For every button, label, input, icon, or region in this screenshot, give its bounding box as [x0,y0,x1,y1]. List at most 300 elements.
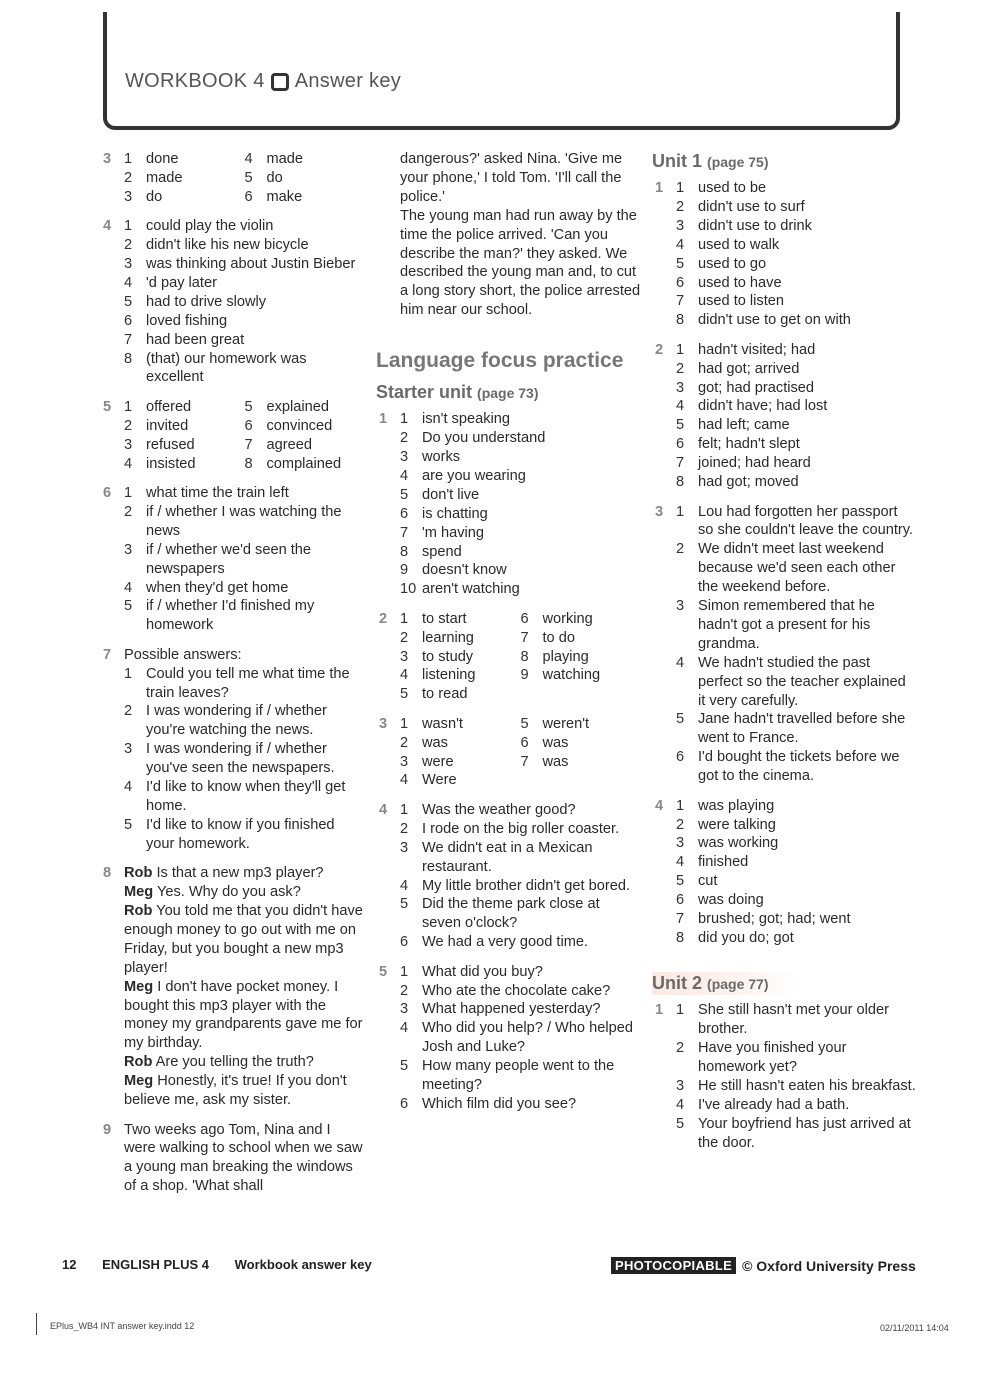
item-text: How many people went to the meeting? [422,1058,615,1094]
item-text: Did the theme park close at seven o'clock? [422,896,600,932]
answer-item [676,710,917,748]
item-text: did you do; got [698,929,794,946]
item-number: 4 [400,467,409,484]
answer-item [400,1019,641,1057]
item-text: agreed [266,436,312,453]
unit-name: Unit 1 [652,151,703,171]
answer-item [245,455,366,474]
item-text: were talking [698,816,776,833]
item-text: insisted [146,455,196,472]
answer-item [400,448,641,467]
answer-item [124,541,365,579]
answer-item [676,217,917,236]
item-number: 3 [676,598,685,615]
item-number: 3 [124,436,133,453]
answer-item [245,188,366,207]
item-text: was doing [698,892,764,909]
item-number: 7 [244,436,253,453]
answer-item [676,198,917,217]
item-number: 1 [676,797,685,814]
item-text: I've already had a bath. [698,1096,850,1113]
item-text: Have you finished your homework yet? [698,1040,847,1076]
item-text: could play the violin [146,218,274,235]
answer-list [400,963,641,1114]
item-number: 7 [400,524,409,541]
exercise-number: 9 [103,1121,112,1138]
item-text: if / whether I was watching the news [146,503,342,539]
item-number: 2 [124,503,133,520]
item-number: 6 [124,312,133,329]
unit-heading-1 [652,150,917,173]
dialogue-line [124,902,365,978]
answer-item [124,255,365,274]
item-text: felt; hadn't slept [698,436,800,453]
item-number: 2 [676,816,685,833]
item-number: 2 [124,703,133,720]
answer-list [676,797,917,948]
item-text: Simon remembered that he hadn't got a present for his grandma. [698,598,875,652]
item-number: 3 [676,1077,685,1094]
answer-item [400,410,641,429]
answer-item [400,580,641,599]
speaker: Meg [124,1073,154,1090]
section-heading: Language focus practice [376,349,624,373]
exercise-number: 4 [655,797,664,814]
item-number: 8 [244,455,253,472]
item-text: were [422,753,454,770]
item-text: was [542,753,569,770]
answer-item [676,454,917,473]
item-text: I was wondering if / whether you've seen the newspapers. [146,741,335,777]
column-3 [652,150,917,1163]
item-text: finished [698,854,749,871]
item-text: isn't speaking [422,411,510,428]
item-text: didn't use to drink [698,217,812,234]
unit-heading-2 [652,972,799,995]
answer-item [400,685,521,704]
answer-item [676,236,917,255]
item-text: to read [422,686,468,703]
answer-item [124,597,365,635]
title-answer-key: Answer key [294,70,402,92]
item-number: 3 [400,753,409,770]
item-text: had to drive slowly [146,293,267,310]
item-number: 4 [400,877,409,894]
item-number: 5 [244,169,253,186]
answer-list [676,179,917,330]
answer-list [124,646,365,854]
item-text: used to be [698,180,767,196]
answer-item [124,778,365,816]
item-number: 1 [400,801,409,818]
item-number: 3 [676,379,685,396]
exercise-1 [376,410,641,599]
exercise-4 [376,801,641,952]
item-number: 7 [520,629,529,646]
exercise-note: Possible answers: [124,646,242,663]
footer-left [62,1257,394,1272]
item-number: 3 [124,541,133,558]
item-number: 1 [124,665,133,682]
answer-column-left [124,398,245,474]
item-number: 6 [676,892,685,909]
exercise-number: 2 [655,341,664,358]
answer-item [400,1095,641,1114]
answer-item [676,435,917,454]
item-text: got; had practised [698,379,815,396]
dialogue-line [124,1053,365,1072]
speaker: Rob [124,865,153,882]
item-text: make [266,188,303,205]
unit-page: (page 75) [707,154,769,170]
item-text: explained [266,398,329,415]
item-number: 6 [676,749,685,766]
unit-page: (page 73) [477,385,539,402]
item-number: 2 [676,1040,685,1057]
answer-item [676,274,917,293]
answer-item [245,417,366,436]
item-text: playing [542,648,589,665]
continued-text [376,150,641,320]
item-number: 3 [124,188,133,205]
answer-item [676,929,917,948]
answer-item [400,505,641,524]
item-number: 6 [676,436,685,453]
item-number: 1 [400,963,409,980]
item-text: had left; came [698,417,790,434]
unit-heading-starter [376,381,641,404]
item-text: used to go [698,255,767,272]
item-number: 8 [520,648,529,665]
answer-item [400,933,641,952]
square-icon [271,73,289,91]
answer-item [676,379,917,398]
item-text: refused [146,436,195,453]
answer-list [676,341,917,492]
item-number: 3 [676,835,685,852]
item-text: invited [146,417,189,434]
exercise-5 [376,963,641,1114]
item-text: 'm having [422,524,485,541]
answer-item [400,524,641,543]
footer-right [611,1257,916,1274]
answer-item [676,341,917,360]
answer-item [676,179,917,198]
item-number: 5 [676,1115,685,1132]
item-text: I was wondering if / whether you're watching the news. [146,703,327,739]
exercise-6 [100,484,365,635]
answer-item [124,350,365,388]
exercise-3 [376,715,641,791]
exercise-1-unit-2 [652,1001,917,1152]
item-number: 4 [124,579,133,596]
exercise-number: 3 [379,715,388,732]
item-text: works [422,448,461,465]
item-text: was working [698,835,779,852]
item-text: Your boyfriend has just arrived at the door. [698,1115,911,1151]
answer-item [400,666,521,685]
item-number: 6 [520,610,529,627]
slug-rule [36,1313,37,1335]
answer-item [676,397,917,416]
item-number: 9 [400,562,409,579]
exercise-1 [652,179,917,330]
answer-item [521,753,642,772]
answer-item [124,293,365,312]
speaker: Rob [124,1054,153,1071]
item-number: 5 [124,293,133,310]
item-number: 5 [676,255,685,272]
answer-item [676,255,917,274]
answer-item [521,610,642,629]
item-number: 2 [676,198,685,215]
exercise-8 [100,864,365,1110]
exercise-3 [652,503,917,787]
exercise-2 [652,341,917,492]
item-text: Were [422,772,457,789]
exercise-text: Two weeks ago Tom, Nina and I were walking to school when we saw a young man breaking the windows of a shop. 'What shall [124,1121,363,1195]
item-number: 6 [244,188,253,205]
item-text: wasn't [422,715,463,732]
item-number: 2 [400,629,409,646]
item-number: 5 [676,711,685,728]
item-number: 8 [676,474,685,491]
item-text: We had a very good time. [422,934,589,951]
answer-item [676,1039,917,1077]
unit-name: Starter unit [376,382,473,403]
item-text: was thinking about Justin Bieber [146,256,356,273]
item-number: 2 [400,982,409,999]
item-number: 6 [400,1095,409,1112]
item-text: convinced [266,417,333,434]
item-number: 9 [520,667,529,684]
item-text: didn't like his new bicycle [146,237,309,254]
exercise-number: 3 [103,151,112,167]
column-2 [376,150,641,1124]
item-number: 4 [676,398,685,415]
item-text: was playing [698,797,775,814]
book-subtitle: Workbook answer key [234,1257,372,1272]
dialogue-line [124,1072,365,1110]
answer-column-right [245,398,366,474]
item-number: 1 [400,411,409,428]
answer-item [400,561,641,580]
answer-list [124,217,365,387]
answer-item [245,398,366,417]
item-number: 4 [676,1096,685,1113]
answer-item [400,771,521,790]
item-text: Which film did you see? [422,1095,577,1112]
item-text: when they'd get home [146,579,289,596]
item-number: 6 [676,274,685,291]
answer-item [124,150,245,169]
exercise-number: 1 [655,1002,664,1019]
item-number: 5 [400,1058,409,1075]
item-number: 8 [676,929,685,946]
item-text: if / whether we'd seen the newspapers [146,541,312,577]
answer-item [400,734,521,753]
item-text: to do [542,629,575,646]
answer-item [124,417,245,436]
answer-item [124,503,365,541]
item-text: was [422,734,448,751]
answer-list [400,801,641,952]
item-text: 'd pay later [146,274,217,291]
item-number: 4 [124,455,133,472]
answer-item [676,1115,917,1153]
answer-item [676,891,917,910]
answer-item [124,217,365,236]
answer-item [676,473,917,492]
continued-paragraph-1: dangerous?' asked Nina. 'Give me your phone,' I told Tom. 'I'll call the police.' [400,151,623,205]
continued-paragraph-2: The young man had run away by the time the police arrived. 'Can you describe the man?' they asked. We described the young man and, to cut a long story short, the police arrested him near our school. [400,207,641,319]
answer-item [521,648,642,667]
item-number: 1 [676,180,685,196]
exercise-number: 7 [103,646,112,663]
answer-item [676,910,917,929]
answer-item [400,467,641,486]
speaker: Meg [124,978,154,995]
item-number: 7 [520,753,529,770]
item-number: 4 [124,779,133,796]
answer-item [400,839,641,877]
answer-item [521,629,642,648]
item-number: 2 [676,360,685,377]
item-number: 4 [676,654,685,671]
exercise-9 [100,1121,365,1197]
item-text: He still hasn't eaten his breakfast. [698,1077,916,1094]
answer-item [400,429,641,448]
answer-grid [124,150,365,207]
title-workbook: WORKBOOK 4 [125,70,265,92]
answer-item [400,801,641,820]
exercise-number: 2 [379,610,388,627]
exercise-number: 3 [655,503,664,520]
item-number: 5 [244,398,253,415]
item-number: 7 [676,293,685,310]
speech: Yes. Why do you ask? [156,884,301,901]
answer-item [676,816,917,835]
answer-list [676,503,917,787]
item-number: 4 [676,854,685,871]
item-text: working [542,610,593,627]
page-number: 12 [62,1257,77,1272]
item-number: 8 [400,543,409,560]
exercise-number: 8 [103,865,112,882]
item-text: to start [422,610,467,627]
publisher: © Oxford University Press [742,1257,916,1274]
item-text: She still hasn't met your older brother. [698,1002,889,1038]
answer-column-right [521,610,642,705]
item-text: We hadn't studied the past perfect so the teacher explained it very carefully. [698,654,906,709]
answer-item [676,1077,917,1096]
exercise-2 [376,610,641,705]
answer-item [124,455,245,474]
answer-item [124,274,365,293]
answer-list [676,1001,917,1152]
item-text: had been great [146,331,245,348]
answer-item [124,398,245,417]
item-number: 7 [124,331,133,348]
answer-item [676,797,917,816]
answer-column-left [124,150,245,207]
book-title: ENGLISH PLUS 4 [102,1257,210,1272]
answer-item [676,416,917,435]
item-number: 3 [400,1001,409,1018]
item-number: 3 [400,648,409,665]
item-number: 6 [520,734,529,751]
item-text: watching [542,667,601,684]
item-number: 3 [400,448,409,465]
answer-item [676,834,917,853]
item-number: 5 [400,896,409,913]
item-text: used to walk [698,236,780,253]
item-text: doesn't know [422,562,507,579]
item-number: 1 [124,218,133,235]
item-text: are you wearing [422,467,526,484]
item-text: had got; arrived [698,360,800,377]
answer-item [676,1001,917,1039]
dialogue-line [124,883,365,902]
item-number: 1 [124,151,133,167]
answer-item [124,702,365,740]
speech: I don't have pocket money. I bought this mp3 player with the money my grandparents gave me for my birthday. [124,978,363,1052]
item-text: I'd bought the tickets before we got to the cinema. [698,749,900,785]
answer-item [521,715,642,734]
answer-item [400,648,521,667]
item-text: Was the weather good? [422,801,576,818]
item-text: didn't have; had lost [698,398,828,415]
item-number: 5 [520,715,529,732]
answer-item [676,311,917,330]
answer-list [400,410,641,599]
item-number: 2 [124,169,133,186]
answer-item [676,654,917,711]
item-text: had got; moved [698,474,799,491]
item-text: We didn't meet last weekend because we'd seen each other the weekend before. [698,541,896,596]
answer-column-left [400,715,521,791]
item-text: spend [422,543,462,560]
item-number: 6 [244,417,253,434]
answer-item [400,543,641,562]
answer-item [400,629,521,648]
dialogue-line [124,864,365,883]
answer-item [245,169,366,188]
exercise-number: 5 [379,963,388,980]
item-number: 2 [676,541,685,558]
item-number: 2 [400,430,409,447]
item-number: 5 [676,417,685,434]
unit-name: Unit 2 [652,973,703,994]
unit-page: (page 77) [707,976,769,993]
answer-item [676,748,917,786]
item-text: listening [422,667,476,684]
item-text: (that) our homework was excellent [146,350,307,386]
item-text: I rode on the big roller coaster. [422,820,620,837]
item-number: 7 [676,455,685,472]
page-title [125,70,401,93]
answer-column-right [245,150,366,207]
answer-item [676,872,917,891]
answer-item [400,486,641,505]
date-slug: 02/11/2011 14:04 [880,1323,949,1333]
dialogue [124,864,365,1110]
item-text: do [266,169,283,186]
item-text: don't live [422,486,480,503]
speech: Honestly, it's true! If you don't believe me, ask my sister. [124,1073,347,1109]
item-number: 2 [400,734,409,751]
answer-item [124,665,365,703]
